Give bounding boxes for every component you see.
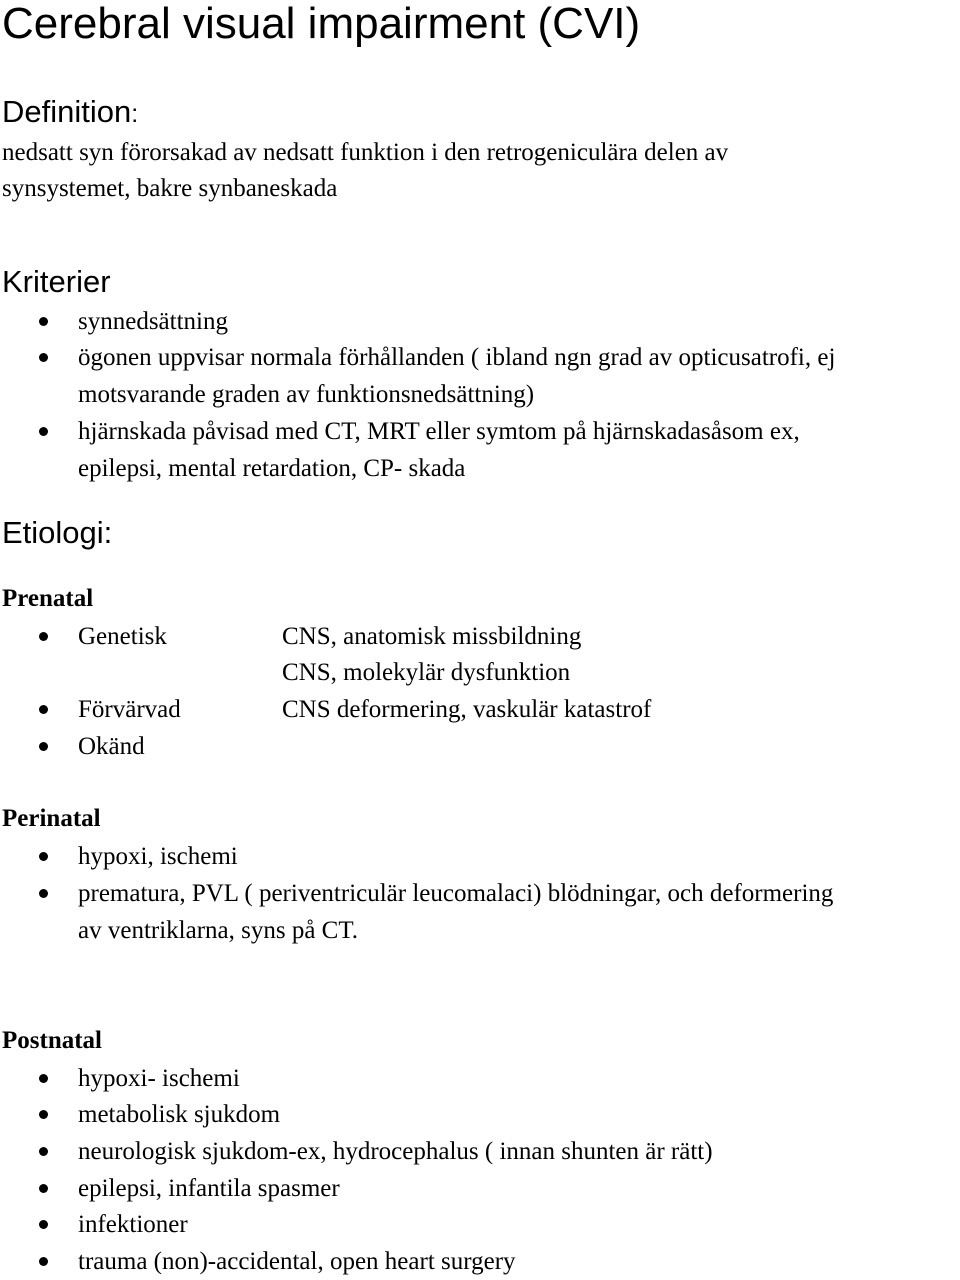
prenatal-label: Genetisk — [78, 623, 167, 650]
definition-heading — [2, 94, 138, 132]
prenatal-detail: CNS, molekylär dysfunktion — [282, 659, 571, 686]
list-item: prematura, PVL ( periventriculär leucomalaci) blödningar, och deformering — [78, 880, 834, 907]
list-item: hypoxi, ischemi — [78, 843, 238, 870]
bullet-icon — [39, 705, 48, 714]
prenatal-detail: CNS, anatomisk missbildning — [282, 623, 582, 650]
bullet-icon — [39, 632, 48, 641]
list-item: ögonen uppvisar normala förhållanden ( ibland ngn grad av opticusatrofi, ej — [78, 344, 836, 371]
bullet-icon — [39, 742, 48, 751]
definition-line: synsystemet, bakre synbaneskada — [2, 175, 338, 202]
prenatal-heading: Prenatal — [2, 585, 94, 612]
list-item: infektioner — [78, 1211, 188, 1238]
bullet-icon — [39, 1184, 48, 1193]
list-item: neurologisk sjukdom-ex, hydrocephalus ( innan shunten är rätt) — [78, 1138, 713, 1165]
list-item-continuation: motsvarande graden av funktionsnedsättning) — [78, 381, 535, 408]
list-item: trauma (non)-accidental, open heart surgery — [78, 1248, 516, 1275]
perinatal-heading: Perinatal — [2, 805, 101, 832]
bullet-icon — [39, 1110, 48, 1119]
list-item-continuation: epilepsi, mental retardation, CP- skada — [78, 455, 466, 482]
bullet-icon — [39, 1147, 48, 1156]
list-item: hjärnskada påvisad med CT, MRT eller symtom på hjärnskadasåsom ex, — [78, 418, 800, 445]
list-item: synnedsättning — [78, 308, 228, 335]
bullet-icon — [39, 1220, 48, 1229]
kriterier-heading: Kriterier — [2, 264, 111, 299]
list-item: hypoxi- ischemi — [78, 1065, 240, 1092]
bullet-icon — [39, 852, 48, 861]
bullet-icon — [39, 889, 48, 898]
postnatal-heading: Postnatal — [2, 1027, 102, 1054]
list-item-continuation: av ventriklarna, syns på CT. — [78, 917, 359, 944]
definition-line: nedsatt syn förorsakad av nedsatt funktion i den retrogeniculära delen av — [2, 139, 729, 166]
bullet-icon — [39, 427, 48, 436]
definition-heading-colon: : — [131, 100, 139, 128]
page-title: Cerebral visual impairment (CVI) — [2, 0, 641, 48]
prenatal-detail: CNS deformering, vaskulär katastrof — [282, 696, 652, 723]
prenatal-label: Förvärvad — [78, 696, 181, 723]
bullet-icon — [39, 353, 48, 362]
bullet-icon — [39, 1257, 48, 1266]
prenatal-label: Okänd — [78, 733, 145, 760]
bullet-icon — [39, 1074, 48, 1083]
definition-heading-text: Definition — [2, 94, 132, 129]
etiologi-heading: Etiologi: — [2, 515, 113, 550]
list-item: epilepsi, infantila spasmer — [78, 1175, 340, 1202]
bullet-icon — [39, 317, 48, 326]
list-item: metabolisk sjukdom — [78, 1101, 281, 1128]
